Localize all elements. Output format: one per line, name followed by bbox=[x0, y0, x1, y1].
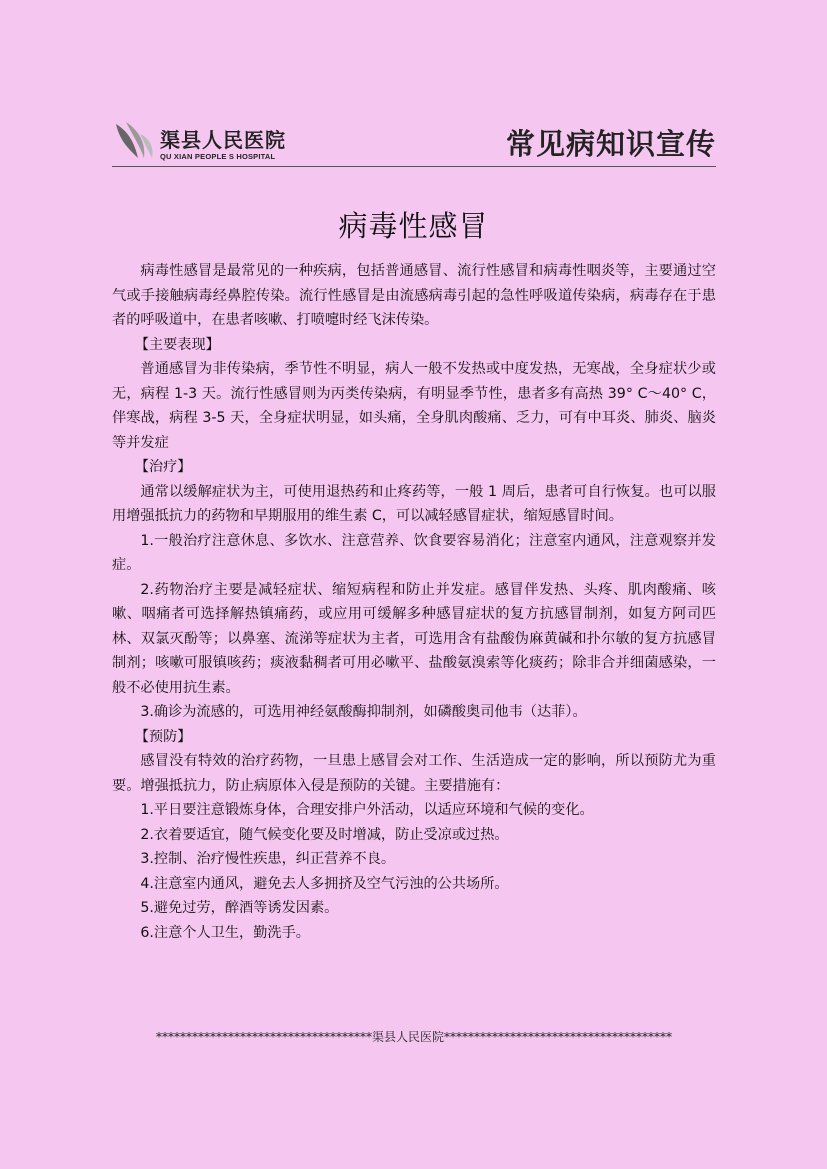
prevention-paragraph: 感冒没有特效的治疗药物，一旦患上感冒会对工作、生活造成一定的影响，所以预防尤为重要。增强抵抗力，防止病原体入侵是预防的关键。主要措施有： bbox=[112, 753, 716, 794]
intro-paragraph: 病毒性感冒是最常见的一种疾病，包括普通感冒、流行性感冒和病毒性咽炎等，主要通过空气或手接触病毒经鼻腔传染。流行性感冒是由流感病毒引起的急性呼吸道传染病，病毒存在于患者的呼吸道中，在患者咳嗽、打喷嚏时经飞沫传染。 bbox=[112, 263, 716, 328]
leaf-logo-icon bbox=[112, 120, 156, 162]
treatment-item: 1.一般治疗注意休息、多饮水、注意营养、饮食要容易消化；注意室内通风，注意观察并发症。 bbox=[112, 532, 716, 573]
page-header bbox=[112, 116, 716, 167]
section-heading-symptoms: 【主要表现】 bbox=[134, 336, 220, 353]
prevention-item: 1.平日要注意锻炼身体，合理安排户外活动，以适应环境和气候的变化。 bbox=[140, 802, 594, 818]
page-footer: ************************************渠县人民医院************************************** bbox=[155, 1030, 672, 1044]
symptoms-paragraph: 普通感冒为非传染病，季节性不明显，病人一般不发热或中度发热，无寒战，全身症状少或无，病程 1-3 天。流行性感冒则为丙类传染病，有明显季节性，患者多有高热 39° C～40° C，伴寒战，病程 3-5 天，全身症状明显，如头痛，全身肌肉酸痛、乏力，可有中耳炎、肺炎、脑炎等并发症 bbox=[112, 361, 716, 451]
section-heading-treatment: 【治疗】 bbox=[134, 459, 192, 475]
prevention-item: 4.注意室内通风，避免去人多拥挤及空气污浊的公共场所。 bbox=[140, 875, 509, 892]
treatment-item: 2.药物治疗主要是减轻症状、缩短病程和防止并发症。感冒伴发热、头疼、肌肉酸痛、咳嗽、咽痛者可选择解热镇痛药，或应用可缓解多种感冒症状的复方抗感冒制剂，如复方阿司匹林、双氯灭酚等；以鼻塞、流涕等症状为主者，可选用含有盐酸伪麻黄碱和扑尔敏的复方抗感冒制剂；咳嗽可服镇咳药；痰液黏稠者可用必嗽平、盐酸氨溴索等化痰药；除非合并细菌感染，一般不必使用抗生素。 bbox=[112, 581, 716, 696]
document-body bbox=[112, 259, 716, 945]
header-title: 常见病知识宣传 bbox=[505, 127, 716, 161]
section-heading-prevention: 【预防】 bbox=[134, 728, 192, 745]
treatment-item: 3.确诊为流感的，可选用神经氨酸酶抑制剂，如磷酸奥司他韦（达菲）。 bbox=[140, 704, 587, 720]
document-title: 病毒性感冒 bbox=[338, 209, 489, 243]
prevention-item: 6.注意个人卫生，勤洗手。 bbox=[140, 924, 310, 941]
prevention-item: 5.避免过劳，醉酒等诱发因素。 bbox=[140, 900, 339, 916]
logo-name-en: QU XIAN PEOPLE S HOSPITAL bbox=[160, 152, 276, 161]
treatment-paragraph: 通常以缓解症状为主，可使用退热药和止疼药等，一般 1 周后，患者可自行恢复。也可以服用增强抵抗力的药物和早期服用的维生素 C，可以减轻感冒症状，缩短感冒时间。 bbox=[112, 483, 716, 524]
prevention-item: 3.控制、治疗慢性疾患，纠正营养不良。 bbox=[140, 851, 396, 867]
logo-name-cn: 渠县人民医院 bbox=[160, 128, 286, 152]
prevention-item: 2.衣着要适宜，随气候变化要及时增减，防止受凉或过热。 bbox=[140, 826, 509, 843]
